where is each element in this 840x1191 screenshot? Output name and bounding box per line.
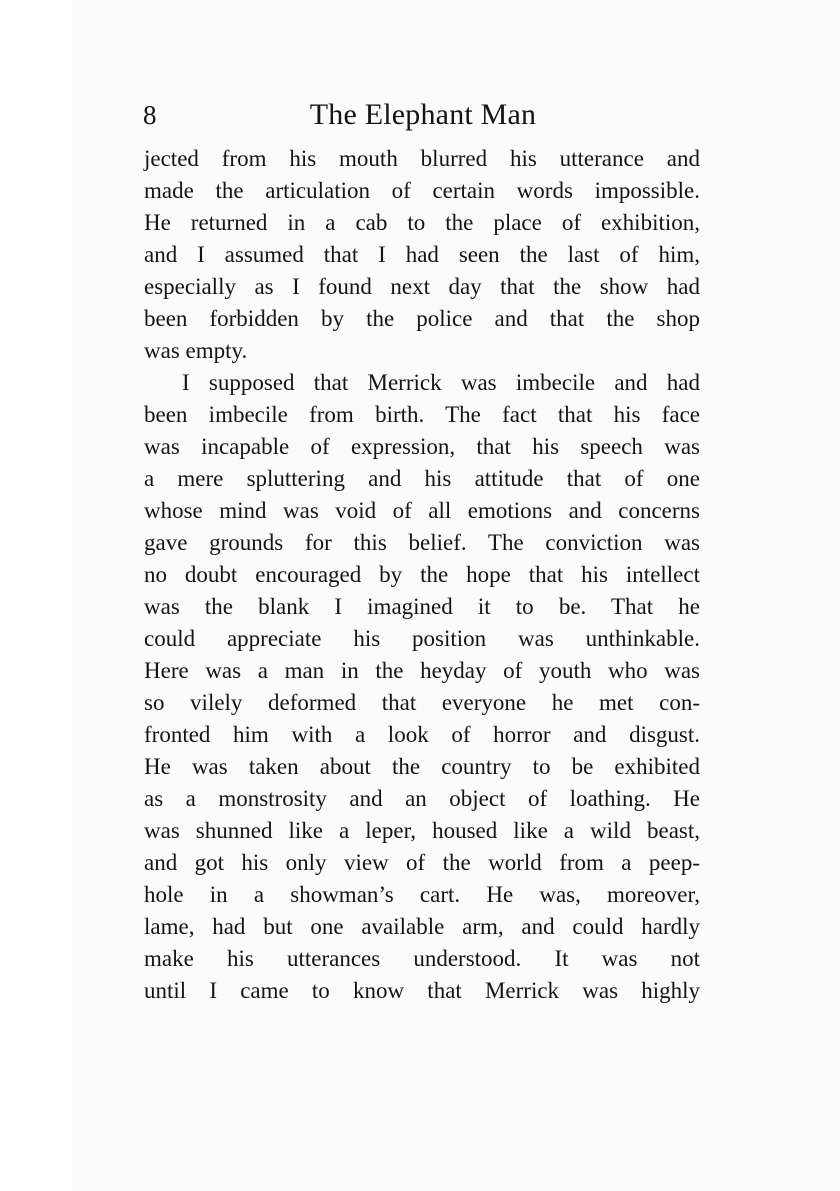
text-line: been imbecile from birth. The fact that his face [144,402,700,427]
paragraph [144,143,700,367]
running-title: The Elephant Man [309,98,537,131]
body-text [144,143,700,1007]
text-line: whose mind was void of all emotions and concerns [144,498,700,523]
text-line: so vilely deformed that everyone he met con- [144,690,700,715]
text-line: especially as I found next day that the show had [144,274,700,299]
text-line: Here was a man in the heyday of youth who was [144,658,700,683]
text-line: made the articulation of certain words impossible. [144,178,700,203]
paragraph [144,367,700,1007]
page-number: 8 [143,100,157,130]
text-line: was shunned like a leper, housed like a wild beast, [144,818,700,843]
running-header [143,94,703,136]
text-line: gave grounds for this belief. The conviction was [144,530,700,555]
text-line: hole in a showman’s cart. He was, moreover, [144,882,700,907]
text-line: make his utterances understood. It was not [144,946,700,971]
text-line: been forbidden by the police and that the shop [144,306,700,331]
text-line: until I came to know that Merrick was highly [144,978,700,1003]
text-line: could appreciate his position was unthinkable. [144,626,700,651]
text-line: I supposed that Merrick was imbecile and had [182,370,700,395]
text-line: a mere spluttering and his attitude that of one [144,466,700,491]
text-line: was the blank I imagined it to be. That he [144,594,700,619]
text-line: He was taken about the country to be exhibited [144,754,700,779]
text-line: and I assumed that I had seen the last of him, [144,242,700,267]
text-line: jected from his mouth blurred his utterance and [144,146,700,171]
text-line: was empty. [144,338,248,363]
text-line: fronted him with a look of horror and disgust. [144,722,700,747]
text-line: as a monstrosity and an object of loathing. He [144,786,700,811]
text-line: no doubt encouraged by the hope that his intellect [144,562,700,587]
text-line: and got his only view of the world from a peep- [144,850,700,875]
text-line: He returned in a cab to the place of exhibition, [144,210,700,235]
text-line: lame, had but one available arm, and could hardly [144,914,700,939]
text-line: was incapable of expression, that his speech was [144,434,700,459]
